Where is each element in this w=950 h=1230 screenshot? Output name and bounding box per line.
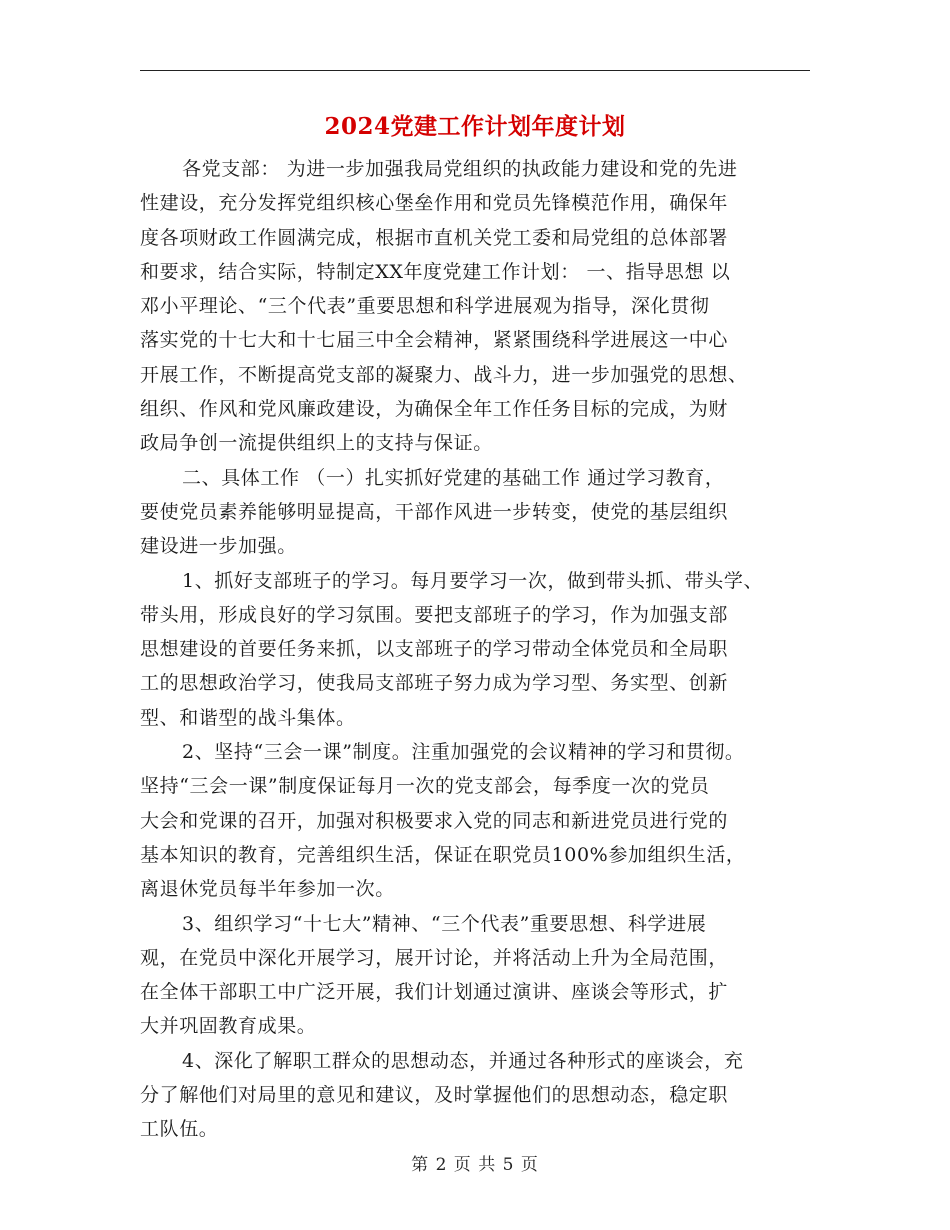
text-line: 度各项财政工作圆满完成，根据市直机关党工委和局党组的总体部署	[140, 226, 729, 249]
text-line: 型、和谐型的战斗集体。	[140, 706, 356, 729]
text-line: 3、组织学习“十七大”精神、“三个代表”重要思想、科学进展	[182, 912, 707, 935]
text-line: 2、坚持“三会一课”制度。注重加强党的会议精神的学习和贯彻。	[182, 741, 745, 764]
document-title: 2024党建工作计划年度计划	[324, 113, 626, 140]
text-line: 坚持“三会一课”制度保证每月一次的党支部会，每季度一次的党员	[140, 775, 710, 798]
text-line: 邓小平理论、“三个代表”重要思想和科学进展观为指导，深化贯彻	[140, 295, 710, 318]
text-line: 观，在党员中深化开展学习，展开讨论，并将活动上升为全局范围，	[140, 946, 729, 969]
text-line: 在全体干部职工中广泛开展，我们计划通过演讲、座谈会等形式，扩	[140, 981, 729, 1004]
text-line: 1、抓好支部班子的学习。每月要学习一次，做到带头抓、带头学、	[182, 569, 764, 592]
text-line: 分了解他们对局里的意见和建议，及时掌握他们的思想动态，稳定职	[140, 1084, 729, 1107]
text-line: 落实党的十七大和十七届三中全会精神，紧紧围绕科学进展这一中心	[140, 329, 729, 352]
text-line: 要使党员素养能够明显提高，干部作风进一步转变，使党的基层组织	[140, 500, 729, 523]
text-line: 4、深化了解职工群众的思想动态，并通过各种形式的座谈会，充	[182, 1049, 744, 1072]
text-line: 基本知识的教育，完善组织生活，保证在职党员100%参加组织生活，	[140, 843, 746, 866]
document-body	[140, 152, 812, 1147]
text-line: 带头用，形成良好的学习氛围。要把支部班子的学习，作为加强支部	[140, 603, 729, 626]
text-line: 性建设，充分发挥党组织核心堡垒作用和党员先锋模范作用，确保年	[140, 192, 729, 215]
text-line: 工队伍。	[140, 1118, 219, 1141]
text-line: 大并巩固教育成果。	[140, 1015, 317, 1038]
text-line: 开展工作，不断提高党支部的凝聚力、战斗力，进一步加强党的思想、	[140, 363, 748, 386]
text-line: 大会和党课的召开，加强对积极要求入党的同志和新进党员进行党的	[140, 809, 729, 832]
text-line: 各党支部： 为进一步加强我局党组织的执政能力建设和党的先进	[182, 158, 738, 180]
text-line: 组织、作风和党风廉政建设，为确保全年工作任务目标的完成，为财	[140, 398, 729, 421]
text-line: 建设进一步加强。	[140, 535, 297, 558]
page-number: 第 2 页 共 5 页	[411, 1155, 539, 1175]
text-line: 思想建设的首要任务来抓，以支部班子的学习带动全体党员和全局职	[140, 638, 729, 661]
text-line: 二、具体工作 （一）扎实抓好党建的基础工作 通过学习教育，	[182, 466, 725, 489]
text-line: 工的思想政治学习，使我局支部班子努力成为学习型、务实型、创新	[140, 672, 729, 695]
header-rule	[140, 70, 810, 71]
text-line: 政局争创一流提供组织上的支持与保证。	[140, 432, 493, 455]
text-line: 离退休党员每半年参加一次。	[140, 878, 395, 901]
text-line: 和要求，结合实际，特制定XX年度党建工作计划： 一、指导思想 以	[140, 260, 731, 283]
